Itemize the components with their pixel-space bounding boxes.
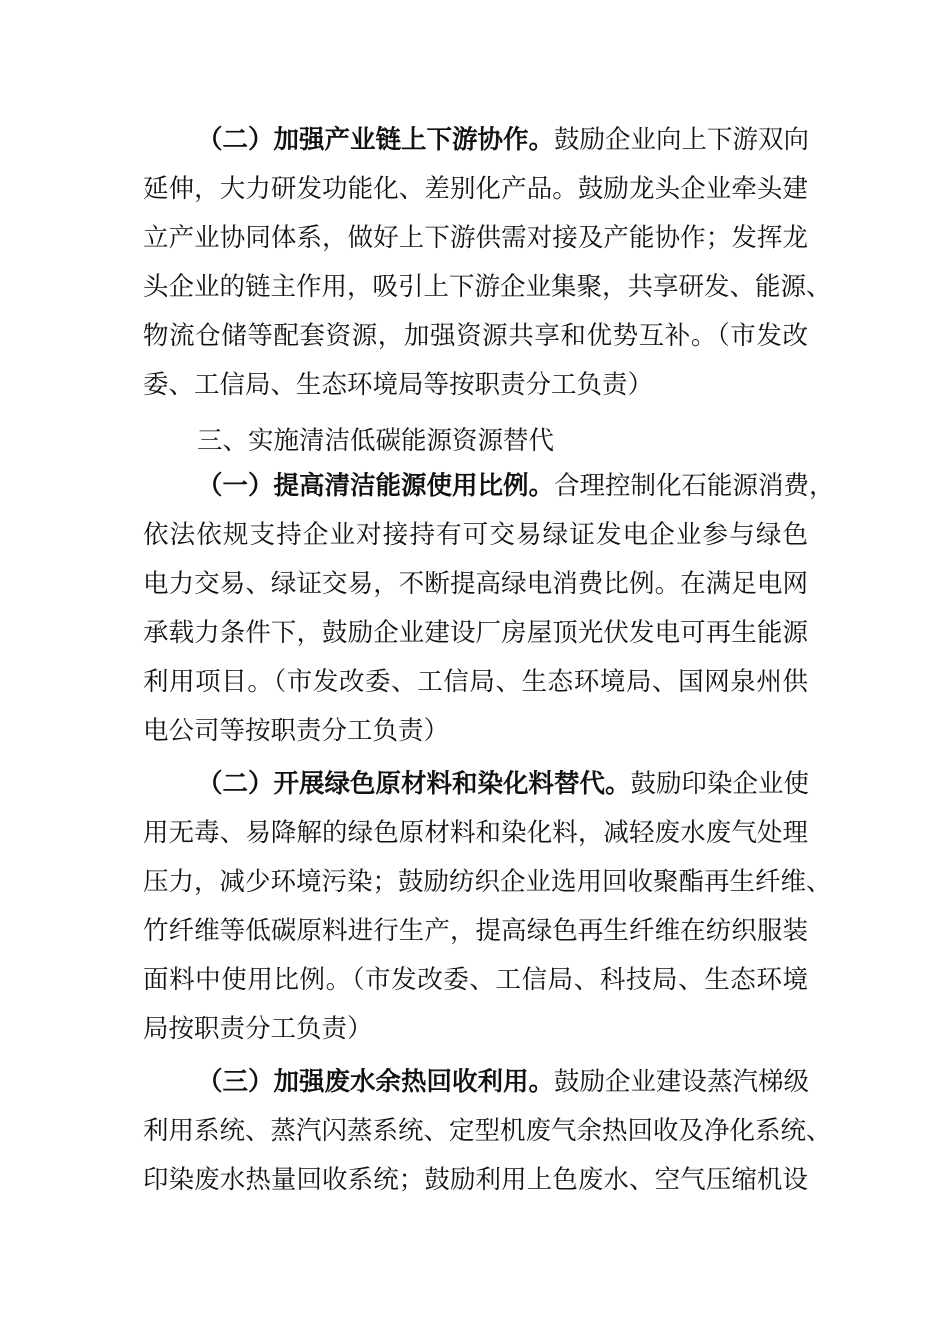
paragraph-line: 物流仓储等配套资源，加强资源共享和优势互补。（市发改 (143, 321, 808, 351)
paragraph-heading: （三）加强废水余热回收利用。 (197, 1067, 555, 1097)
paragraph-line (197, 1062, 808, 1102)
paragraph-heading: （二）加强产业链上下游协作。 (197, 125, 555, 155)
paragraph-text: 鼓励企业建设蒸汽梯级 (554, 1067, 810, 1097)
paragraph-line: 依法依规支持企业对接持有可交易绿证发电企业参与绿色 (143, 520, 808, 550)
paragraph-line: 电公司等按职责分工负责） (143, 716, 450, 746)
paragraph-line: 竹纤维等低碳原料进行生产，提高绿色再生纤维在纺织服装 (143, 916, 808, 946)
paragraph-line: 立产业协同体系，做好上下游供需对接及产能协作；发挥龙 (143, 223, 808, 253)
paragraph-line: 局按职责分工负责） (143, 1014, 373, 1044)
paragraph-text: 鼓励印染企业使 (630, 769, 810, 799)
paragraph-heading: （一）提高清洁能源使用比例。 (197, 471, 555, 501)
paragraph-line (197, 764, 808, 804)
paragraph-line: 承载力条件下，鼓励企业建设厂房屋顶光伏发电可再生能源 (143, 618, 808, 648)
paragraph-heading: （二）开展绿色原材料和染化料替代。 (197, 769, 631, 799)
paragraph-line: 印染废水热量回收系统；鼓励利用上色废水、空气压缩机设 (143, 1165, 808, 1195)
paragraph-line: 利用系统、蒸汽闪蒸系统、定型机废气余热回收及净化系统、 (143, 1116, 832, 1146)
paragraph-line (197, 466, 835, 506)
paragraph-text: 合理控制化石能源消费， (554, 471, 835, 501)
paragraph-line: 利用项目。（市发改委、工信局、生态环境局、国网泉州供 (143, 667, 808, 697)
section-title: 三、实施清洁低碳能源资源替代 (197, 426, 555, 456)
paragraph-text: 鼓励企业向上下游双向 (554, 125, 810, 155)
paragraph-line: 委、工信局、生态环境局等按职责分工负责） (143, 370, 654, 400)
paragraph-line: 用无毒、易降解的绿色原材料和染化料，减轻废水废气处理 (143, 818, 808, 848)
paragraph-line: 延伸，大力研发功能化、差别化产品。鼓励龙头企业牵头建 (143, 174, 808, 204)
paragraph-line: 电力交易、绿证交易，不断提高绿电消费比例。在满足电网 (143, 569, 808, 599)
paragraph-line: 压力，减少环境污染；鼓励纺织企业选用回收聚酯再生纤维、 (143, 867, 832, 897)
paragraph-line (197, 120, 808, 160)
paragraph-line: 面料中使用比例。（市发改委、工信局、科技局、生态环境 (143, 965, 808, 995)
paragraph-line: 头企业的链主作用，吸引上下游企业集聚，共享研发、能源、 (143, 272, 832, 302)
